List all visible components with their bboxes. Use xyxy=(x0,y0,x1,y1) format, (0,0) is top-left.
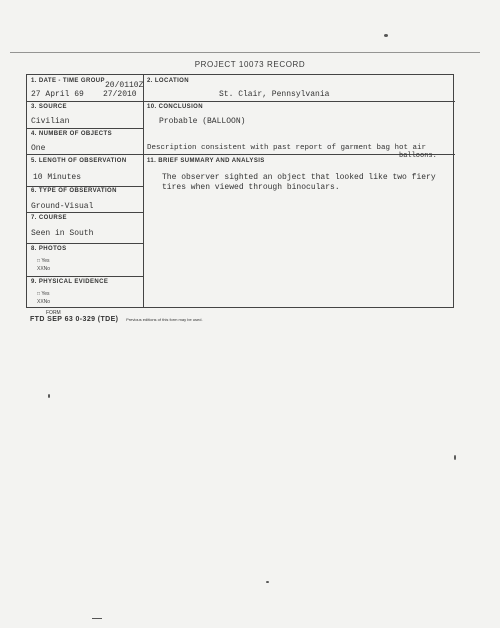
row-divider xyxy=(27,101,143,102)
page-title: PROJECT 10073 RECORD xyxy=(194,60,306,69)
record-form xyxy=(26,74,454,308)
conclusion-label: 10. CONCLUSION xyxy=(147,104,203,110)
time-bottom-value: 27/2010 xyxy=(103,90,137,99)
evidence-yes: □ Yes xyxy=(37,291,50,297)
row-divider xyxy=(143,101,455,102)
objects-label: 4. NUMBER OF OBJECTS xyxy=(31,131,113,137)
date-value: 27 April 69 xyxy=(31,90,84,99)
row-divider xyxy=(27,128,143,129)
photos-no: XXNo xyxy=(37,266,51,272)
time-top-value: 20/0110Z xyxy=(105,81,144,90)
location-value: St. Clair, Pennsylvania xyxy=(219,90,330,99)
photos-label: 8. PHOTOS xyxy=(31,246,67,252)
evidence-label: 9. PHYSICAL EVIDENCE xyxy=(31,279,109,285)
summary-line-1: The observer sighted an object that looked like two fiery xyxy=(162,173,436,182)
source-label: 3. SOURCE xyxy=(31,104,67,110)
row-divider xyxy=(27,276,143,277)
row-divider xyxy=(27,243,143,244)
source-value: Civilian xyxy=(31,117,70,126)
row-divider xyxy=(27,186,143,187)
evidence-no: XXNo xyxy=(37,299,51,305)
conclusion-description-cont: balloons. xyxy=(399,152,437,160)
form-id: FTD SEP 63 0-329 (TDE) xyxy=(30,316,119,323)
column-divider xyxy=(143,75,144,307)
length-value: 10 Minutes xyxy=(33,173,82,182)
scan-speck xyxy=(266,581,269,583)
scan-speck xyxy=(48,394,50,398)
form-note: Previous editions of this form may be used. xyxy=(126,317,203,322)
row-divider xyxy=(27,154,143,155)
objects-value: One xyxy=(31,144,46,153)
date-label: 1. DATE - TIME GROUP xyxy=(31,78,105,84)
length-label: 5. LENGTH OF OBSERVATION xyxy=(31,158,127,164)
summary-line-2: tires when viewed through binoculars. xyxy=(162,183,340,192)
type-value: Ground-Visual xyxy=(31,202,94,211)
conclusion-description: Description consistent with past report of garment bag hot air xyxy=(147,144,427,152)
course-value: Seen in South xyxy=(31,229,94,238)
form-word: FORM xyxy=(46,310,61,316)
photos-yes: □ Yes xyxy=(37,258,50,264)
location-label: 2. LOCATION xyxy=(147,78,189,84)
form-footer xyxy=(30,310,203,323)
type-label: 6. TYPE OF OBSERVATION xyxy=(31,188,117,194)
scan-speck xyxy=(384,34,388,37)
row-divider xyxy=(27,212,143,213)
conclusion-value: Probable (BALLOON) xyxy=(159,117,246,126)
scan-speck xyxy=(454,455,456,460)
summary-label: 11. BRIEF SUMMARY AND ANALYSIS xyxy=(147,158,265,164)
top-rule xyxy=(10,52,480,53)
course-label: 7. COURSE xyxy=(31,215,67,221)
scan-speck xyxy=(92,618,102,619)
